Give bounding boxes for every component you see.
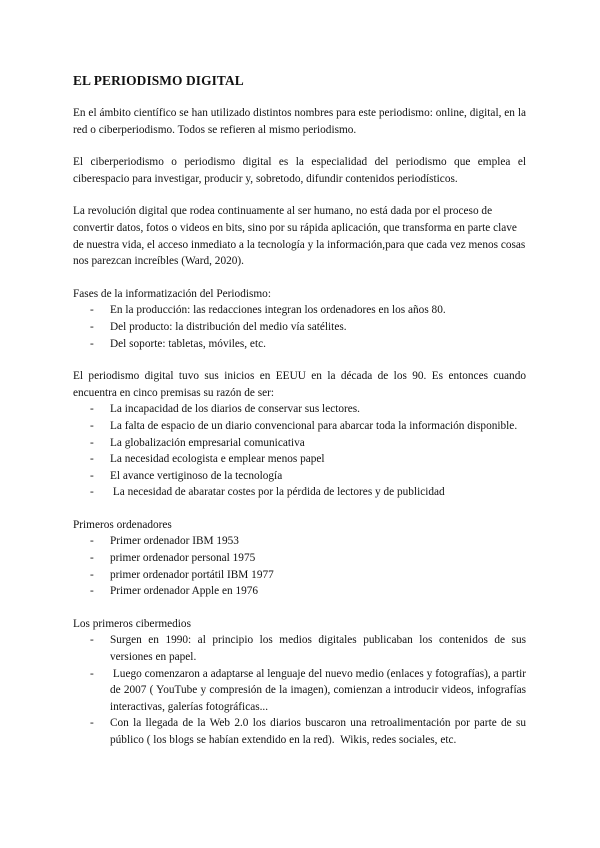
list-item: - La globalización empresarial comunicativa xyxy=(73,435,526,452)
section-inicios xyxy=(73,368,526,501)
cibermedios-heading: Los primeros cibermedios xyxy=(73,617,191,630)
list-item: - Con la llegada de la Web 2.0 los diarios buscaron una retroalimentación por parte de su público ( los blogs se habían extendido en la red). Wikis, redes sociales, etc. xyxy=(73,715,526,748)
fases-list xyxy=(73,302,526,352)
paragraph-definicion: El ciberperiodismo o periodismo digital es la especialidad del periodismo que emplea el ciberespacio para investigar, producir y, sobretodo, difundir contenidos periodísticos. xyxy=(73,156,526,185)
paragraph-nombres: En el ámbito científico se han utilizado distintos nombres para este periodismo: online, digital, en la red o ciberperiodismo. Todos se refieren al mismo periodismo. xyxy=(73,107,526,136)
list-item: - Surgen en 1990: al principio los medios digitales publicaban los contenidos de sus versiones en papel. xyxy=(73,632,526,665)
paragraph-revolucion: La revolución digital que rodea continuamente al ser humano, no está dada por el proceso de convertir datos, fotos o videos en bits, sino por su rápida aplicación, que transforma en parte clave de nuestra vida, el acceso inmediato a la tecnología y la información,para que cada vez menos cosas nos parezcan increíbles (Ward, 2020). xyxy=(73,205,526,268)
inicios-list xyxy=(73,401,526,501)
ordenadores-heading: Primeros ordenadores xyxy=(73,518,172,531)
section-ordenadores xyxy=(73,517,526,600)
list-item: - Del producto: la distribución del medio vía satélites. xyxy=(73,319,526,336)
list-item: - La falta de espacio de un diario convencional para abarcar toda la información disponible. xyxy=(73,418,526,435)
ordenadores-list xyxy=(73,533,526,599)
document-title: EL PERIODISMO DIGITAL xyxy=(73,73,244,88)
list-item: - Del soporte: tabletas, móviles, etc. xyxy=(73,336,526,353)
list-item: - Primer ordenador IBM 1953 xyxy=(73,533,526,550)
cibermedios-list xyxy=(73,632,529,748)
list-item: - La necesidad ecologista e emplear menos papel xyxy=(73,451,526,468)
list-item: - primer ordenador personal 1975 xyxy=(73,550,526,567)
list-item: - La incapacidad de los diarios de conservar sus lectores. xyxy=(73,401,526,418)
section-fases xyxy=(73,286,526,352)
list-item: - En la producción: las redacciones integran los ordenadores en los años 80. xyxy=(73,302,526,319)
fases-heading: Fases de la informatización del Periodismo: xyxy=(73,287,271,300)
list-item: - Primer ordenador Apple en 1976 xyxy=(73,583,526,600)
list-item: - primer ordenador portátil IBM 1977 xyxy=(73,567,526,584)
list-item: - El avance vertiginoso de la tecnología xyxy=(73,468,526,485)
list-item: - La necesidad de abaratar costes por la pérdida de lectores y de publicidad xyxy=(73,484,526,501)
inicios-intro: El periodismo digital tuvo sus inicios en EEUU en la década de los 90. Es entonces cuando encuentra en cinco premisas su razón de ser: xyxy=(73,370,526,399)
section-cibermedios xyxy=(73,616,529,749)
list-item: - Luego comenzaron a adaptarse al lenguaje del nuevo medio (enlaces y fotografías), a partir de 2007 ( YouTube y compresión de la imagen), comienzan a introducir videos, infografías interactivas, galerías fotográficas... xyxy=(73,666,526,716)
